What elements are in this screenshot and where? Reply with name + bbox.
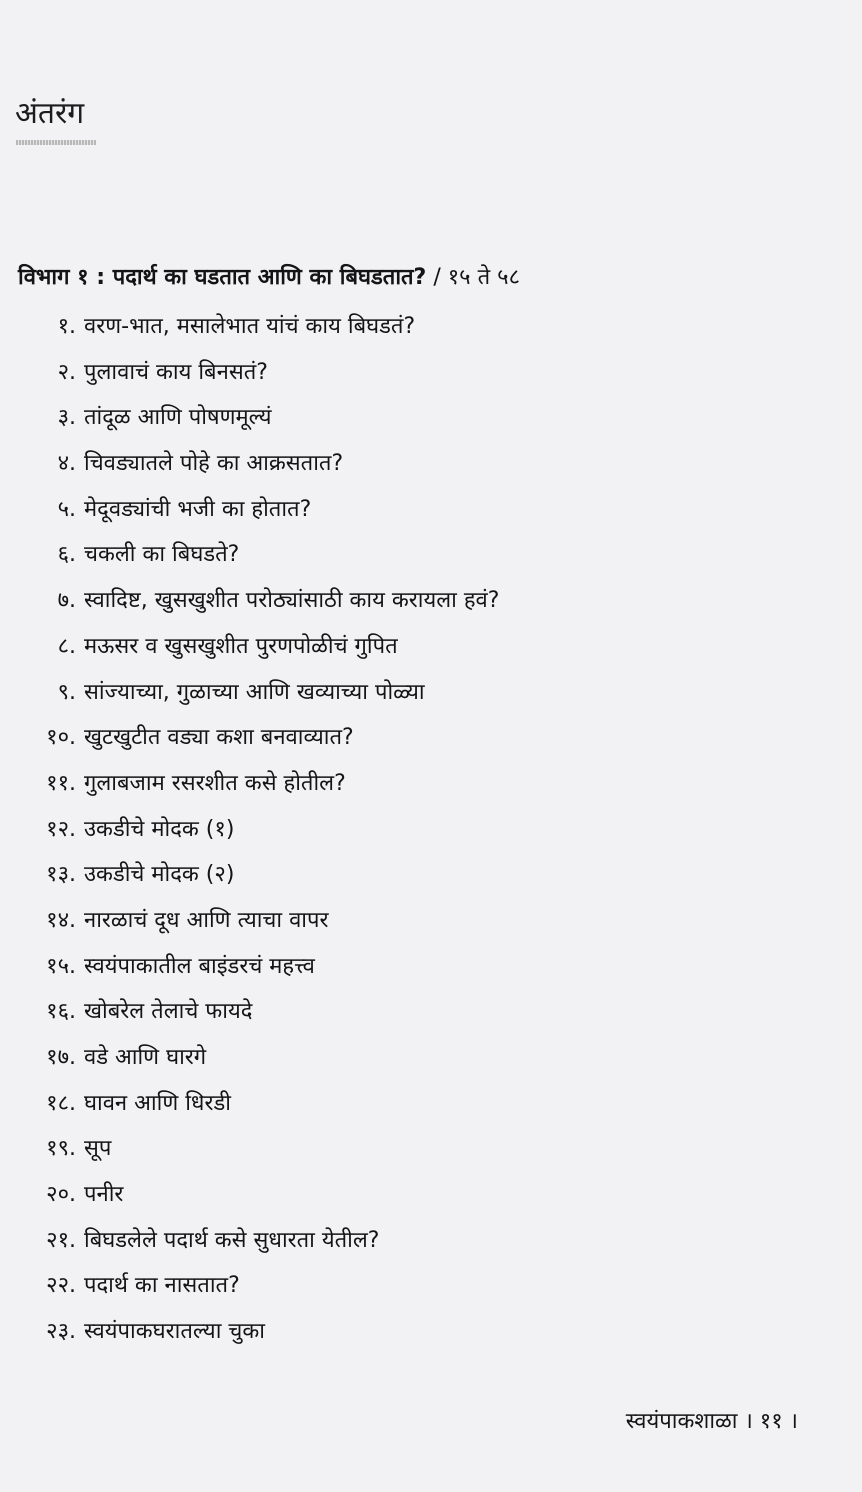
section-page-range: १५ ते ५८ (447, 265, 521, 290)
item-number: १. (57, 314, 76, 339)
page-footer: स्वयंपाकशाळा । ११ । (625, 1409, 798, 1434)
item-title: गुलाबजाम रसरशीत कसे होतील? (84, 770, 346, 796)
item-number: २०. (46, 1182, 76, 1208)
item-number: १२. (46, 816, 76, 842)
item-number: १८. (46, 1090, 76, 1116)
section-separator: / (426, 265, 448, 290)
item-number: ८. (57, 633, 76, 659)
item-title: पदार्थ का नासतात? (84, 1273, 240, 1299)
item-number: ३. (57, 405, 76, 431)
item-number: २१. (46, 1227, 76, 1253)
item-number: २३. (46, 1319, 76, 1345)
item-number: ६. (57, 542, 76, 568)
page-title: अंतरंग (15, 96, 85, 131)
item-title: तांदूळ आणि पोषणमूल्यं (84, 405, 272, 431)
item-title: सूप (84, 1136, 112, 1162)
item-number: ४. (57, 451, 76, 477)
item-number: १३. (46, 862, 76, 888)
item-number: १७. (46, 1045, 76, 1070)
item-number: ७. (57, 588, 76, 614)
item-title: उकडीचे मोदक (२) (84, 862, 235, 888)
item-title: चकली का बिघडते? (84, 542, 240, 568)
item-number: ९. (57, 679, 76, 705)
section-title: विभाग १ : पदार्थ का घडतात आणि का बिघडतात? (18, 265, 427, 290)
item-title: उकडीचे मोदक (१) (84, 816, 235, 842)
item-title: स्वयंपाकातील बाइंडरचं महत्त्व (84, 953, 315, 979)
item-number: २२. (46, 1273, 76, 1299)
item-title: मेदूवड्यांची भजी का होतात? (84, 496, 312, 522)
item-number: ५. (57, 496, 76, 522)
item-number: १०. (46, 725, 76, 751)
item-title: पनीर (84, 1182, 124, 1208)
item-title: मऊसर व खुसखुशीत पुरणपोळीचं गुपित (84, 633, 398, 659)
item-number: १९. (46, 1136, 76, 1162)
item-number: १६. (46, 999, 76, 1025)
item-title: खोबरेल तेलाचे फायदे (84, 999, 253, 1025)
section-heading (18, 258, 520, 298)
title-underline (16, 140, 96, 145)
item-number: १४. (46, 907, 76, 933)
item-title: सांज्याच्या, गुळाच्या आणि खव्याच्या पोळ्या (84, 679, 425, 705)
item-title: स्वादिष्ट, खुसखुशीत परोठ्यांसाठी काय करायला हवं? (84, 588, 500, 614)
item-title: चिवड्यातले पोहे का आक्रसतात? (84, 451, 344, 477)
item-title: घावन आणि धिरडी (84, 1090, 231, 1116)
item-title: वरण-भात, मसालेभात यांचं काय बिघडतं? (84, 314, 416, 339)
item-title: वडे आणि घारगे (84, 1045, 207, 1070)
item-number: ११. (46, 770, 76, 796)
item-number: १५. (46, 953, 76, 979)
item-title: नारळाचं दूध आणि त्याचा वापर (84, 907, 329, 933)
item-title: स्वयंपाकघरातल्या चुका (84, 1319, 265, 1345)
item-number: २. (57, 359, 76, 385)
item-title: खुटखुटीत वड्या कशा बनवाव्यात? (84, 725, 354, 751)
item-title: बिघडलेले पदार्थ कसे सुधारता येतील? (84, 1227, 380, 1253)
item-title: पुलावाचं काय बिनसतं? (84, 359, 268, 385)
